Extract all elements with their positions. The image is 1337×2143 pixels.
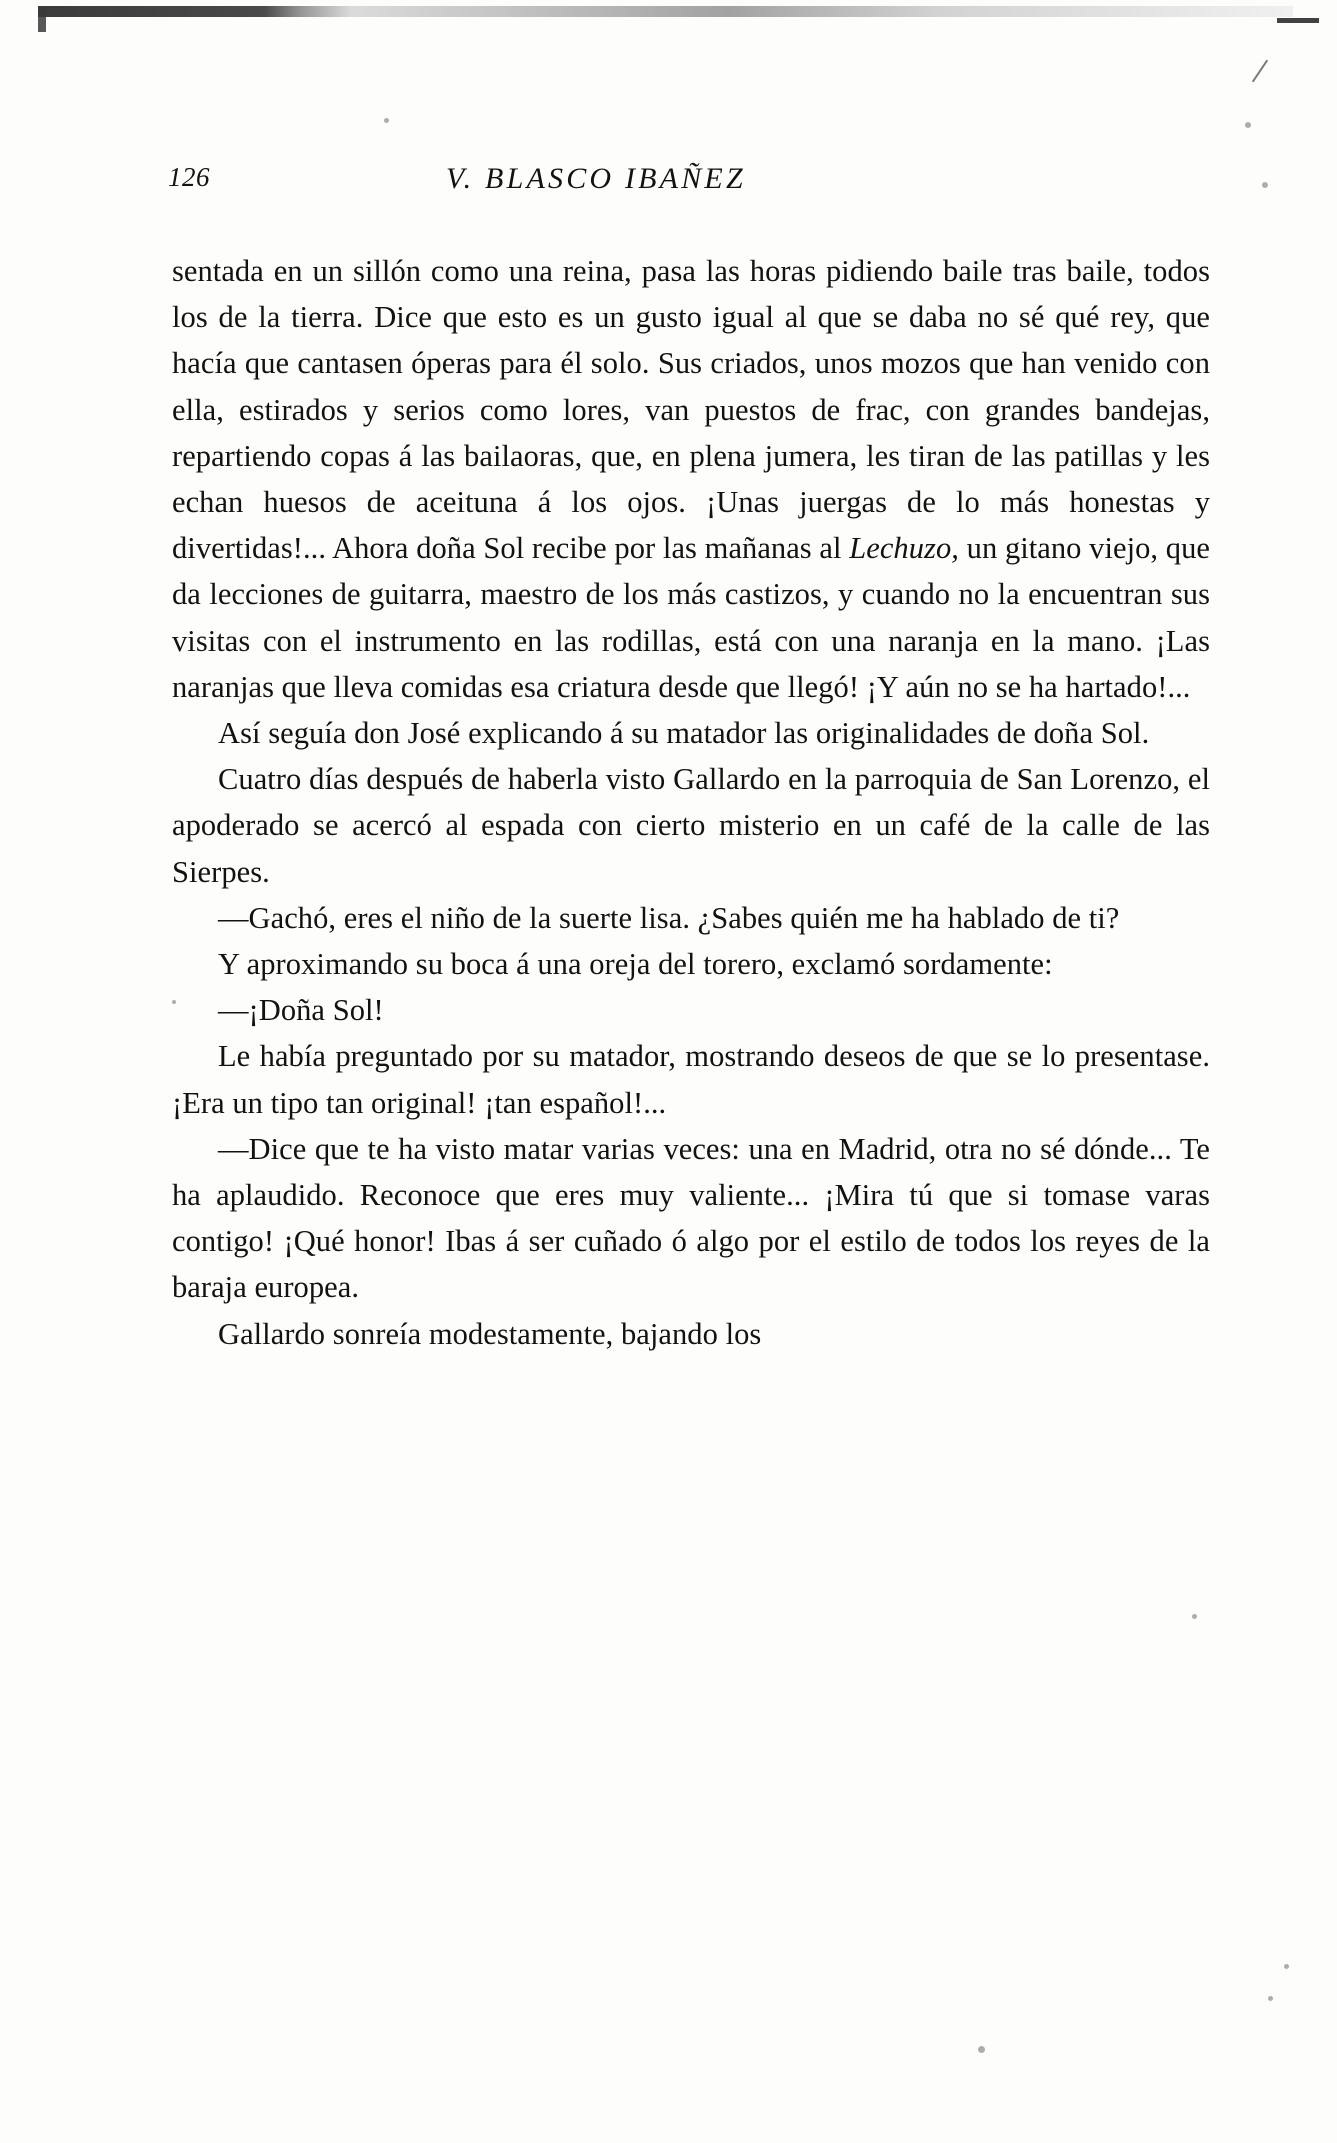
paragraph: Cuatro días después de haberla visto Gallardo en la parroquia de San Lorenzo, el apoderado se acercó al espada con cierto misterio en un café de la calle de las Sierpes.	[172, 762, 1210, 889]
paragraph: —¡Doña Sol!	[218, 993, 384, 1028]
scan-speck	[1245, 122, 1251, 128]
page-number: 126	[168, 162, 210, 192]
italic-term: Lechuzo,	[849, 531, 959, 566]
paragraph-text: sentada en un sillón como una reina, pasa las horas pidiendo baile tras baile, todos los de la tierra. Dice que esto es un gusto igual al que se daba no sé qué rey, que hacía que cantasen óperas para él solo. Sus criados, unos mozos que han venido con ella, estirados y serios como lores, van puestos de frac, con grandes bandejas, repartiendo copas á las bailaoras, que, en plena jumera, les tiran de las patillas y les echan huesos de aceituna á los ojos. ¡Unas juergas de lo más honestas y divertidas!... Ahora doña Sol recibe por las mañanas al	[172, 254, 1210, 566]
scan-speck	[1192, 1614, 1197, 1619]
running-title: V. BLASCO IBAÑEZ	[446, 162, 746, 195]
page-body-text	[172, 248, 1210, 1357]
scan-mark-slash	[1252, 60, 1268, 83]
scan-edge-artifact-left	[38, 6, 46, 32]
paragraph: Y aproximando su boca á una oreja del torero, exclamó sordamente:	[218, 947, 1053, 982]
scan-edge-artifact-top	[38, 6, 1293, 17]
paragraph: Así seguía don José explicando á su matador las originalidades de doña Sol.	[218, 716, 1150, 751]
paragraph	[172, 248, 1210, 710]
scan-mark-tick	[1277, 18, 1319, 23]
paragraph: Gallardo sonreía modestamente, bajando los	[218, 1316, 762, 1351]
scan-speck	[384, 118, 389, 123]
paragraph-text-continued: un gitano viejo, que da lecciones de guitarra, maestro de los más castizos, y cuando no la encuentran sus visitas con el instrumento en las rodillas, está con una naranja en la mano. ¡Las naranjas que lleva comidas esa criatura desde que llegó! ¡Y aún no se ha hartado!...	[172, 531, 1210, 704]
scan-speck	[978, 2046, 985, 2053]
scan-speck	[1268, 1996, 1273, 2001]
paragraph: —Dice que te ha visto matar varias veces: una en Madrid, otra no sé dónde... Te ha aplaudido. Reconoce que eres muy valiente... ¡Mira tú que si tomase varas contigo! ¡Qué honor! Ibas á ser cuñado ó algo por el estilo de todos los reyes de la baraja europea.	[172, 1131, 1210, 1305]
page-header	[0, 162, 1337, 208]
scan-speck	[1284, 1964, 1289, 1969]
paragraph: Le había preguntado por su matador, mostrando deseos de que se lo presentase. ¡Era un tipo tan original! ¡tan español!...	[172, 1039, 1210, 1120]
paragraph: —Gachó, eres el niño de la suerte lisa. ¿Sabes quién me ha hablado de ti?	[218, 900, 1120, 935]
